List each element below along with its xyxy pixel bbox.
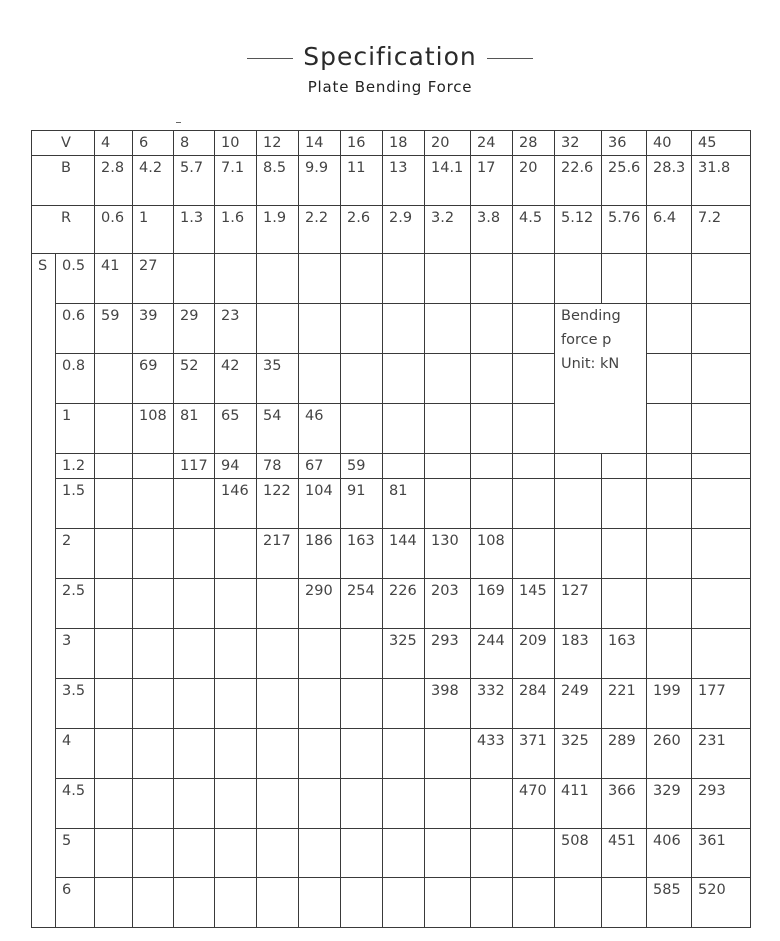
force-cell (215, 878, 257, 928)
unit-note-line1: Bending (561, 308, 621, 324)
force-cell (425, 254, 471, 304)
force-cell (257, 878, 299, 928)
force-cell: 325 (555, 729, 602, 779)
force-cell: 284 (513, 679, 555, 729)
force-cell: 46 (299, 404, 341, 454)
unit-note-line2: force p (561, 332, 612, 348)
force-cell (95, 579, 133, 629)
force-cell: 108 (133, 404, 174, 454)
force-cell (174, 579, 215, 629)
force-cell: 406 (647, 829, 692, 878)
r-value-cell: 5.12 (555, 206, 602, 254)
force-cell (513, 479, 555, 529)
force-cell (647, 629, 692, 679)
force-cell: 217 (257, 529, 299, 579)
v-row (32, 131, 751, 156)
force-cell (602, 579, 647, 629)
force-cell: 169 (471, 579, 513, 629)
force-cell (471, 304, 513, 354)
r-row (32, 206, 751, 254)
force-cell (425, 454, 471, 479)
force-cell (513, 529, 555, 579)
force-cell (215, 629, 257, 679)
force-cell (692, 479, 751, 529)
force-cell (341, 679, 383, 729)
force-cell (257, 729, 299, 779)
force-cell: 371 (513, 729, 555, 779)
force-cell (602, 454, 647, 479)
force-cell (647, 404, 692, 454)
force-cell (95, 629, 133, 679)
force-cell (513, 304, 555, 354)
force-cell: 199 (647, 679, 692, 729)
force-cell: 183 (555, 629, 602, 679)
force-cell (471, 878, 513, 928)
force-cell (513, 454, 555, 479)
force-row (32, 679, 751, 729)
force-row (32, 479, 751, 529)
force-row (32, 629, 751, 679)
force-cell: 398 (425, 679, 471, 729)
force-cell (383, 454, 425, 479)
force-cell (299, 729, 341, 779)
v-value-cell: 36 (602, 131, 647, 156)
thickness-cell: 1.2 (56, 454, 95, 479)
force-cell (383, 304, 425, 354)
force-cell (692, 579, 751, 629)
force-cell: 39 (133, 304, 174, 354)
v-value-cell: 4 (95, 131, 133, 156)
v-value-cell: 6 (133, 131, 174, 156)
force-cell (647, 529, 692, 579)
force-cell: 81 (174, 404, 215, 454)
v-value-cell: 32 (555, 131, 602, 156)
force-cell (692, 629, 751, 679)
r-value-cell: 5.76 (602, 206, 647, 254)
force-cell: 451 (602, 829, 647, 878)
force-row (32, 829, 751, 878)
force-cell (341, 779, 383, 829)
r-value-cell: 6.4 (647, 206, 692, 254)
b-value-cell: 9.9 (299, 156, 341, 206)
force-cell (95, 454, 133, 479)
force-cell (341, 629, 383, 679)
force-cell (471, 779, 513, 829)
force-row (32, 729, 751, 779)
force-cell (215, 829, 257, 878)
b-value-cell: 28.3 (647, 156, 692, 206)
force-cell (257, 779, 299, 829)
force-cell: 325 (383, 629, 425, 679)
force-cell (257, 254, 299, 304)
force-cell (95, 829, 133, 878)
force-cell: 221 (602, 679, 647, 729)
b-value-cell: 25.6 (602, 156, 647, 206)
force-cell (471, 254, 513, 304)
force-cell (383, 679, 425, 729)
r-label: R (32, 206, 95, 254)
r-value-cell: 2.6 (341, 206, 383, 254)
force-cell (174, 529, 215, 579)
force-cell (692, 404, 751, 454)
force-cell: 104 (299, 479, 341, 529)
force-cell: 67 (299, 454, 341, 479)
force-cell: 52 (174, 354, 215, 404)
force-cell (299, 829, 341, 878)
r-value-cell: 2.9 (383, 206, 425, 254)
force-cell: 293 (425, 629, 471, 679)
force-cell (602, 479, 647, 529)
force-cell (133, 454, 174, 479)
force-cell (174, 829, 215, 878)
force-cell (602, 529, 647, 579)
force-cell: 144 (383, 529, 425, 579)
force-cell (257, 304, 299, 354)
v-value-cell: 20 (425, 131, 471, 156)
v-value-cell: 10 (215, 131, 257, 156)
force-cell (471, 829, 513, 878)
r-value-cell: 1 (133, 206, 174, 254)
force-cell (513, 254, 555, 304)
force-cell: 177 (692, 679, 751, 729)
force-cell: 186 (299, 529, 341, 579)
force-cell (95, 679, 133, 729)
force-cell: 117 (174, 454, 215, 479)
v-value-cell: 28 (513, 131, 555, 156)
r-value-cell: 1.9 (257, 206, 299, 254)
force-cell: 59 (95, 304, 133, 354)
r-value-cell: 0.6 (95, 206, 133, 254)
force-cell (555, 529, 602, 579)
force-cell: 41 (95, 254, 133, 304)
force-cell: 65 (215, 404, 257, 454)
force-cell: 145 (513, 579, 555, 629)
force-cell: 244 (471, 629, 513, 679)
force-cell (341, 354, 383, 404)
force-cell (215, 729, 257, 779)
v-value-cell: 45 (692, 131, 751, 156)
thickness-cell: 6 (56, 878, 95, 928)
v-value-cell: 14 (299, 131, 341, 156)
v-label: V (32, 131, 95, 156)
thickness-cell: 5 (56, 829, 95, 878)
force-cell (299, 354, 341, 404)
force-cell (215, 679, 257, 729)
thickness-cell: 4 (56, 729, 95, 779)
force-cell (692, 354, 751, 404)
force-cell (647, 579, 692, 629)
stray-mark (176, 122, 181, 123)
force-row (32, 529, 751, 579)
r-value-cell: 1.6 (215, 206, 257, 254)
force-cell: 29 (174, 304, 215, 354)
page-subtitle: Plate Bending Force (307, 78, 473, 96)
force-cell (174, 254, 215, 304)
v-value-cell: 8 (174, 131, 215, 156)
force-cell: 108 (471, 529, 513, 579)
force-cell: 254 (341, 579, 383, 629)
title-right-rule (487, 58, 533, 59)
force-cell (257, 629, 299, 679)
force-cell (383, 779, 425, 829)
v-value-cell: 12 (257, 131, 299, 156)
thickness-cell: 3 (56, 629, 95, 679)
force-cell (341, 254, 383, 304)
force-cell (471, 354, 513, 404)
force-cell (174, 629, 215, 679)
unit-note (555, 304, 647, 454)
force-cell (299, 304, 341, 354)
thickness-cell: 0.5 (56, 254, 95, 304)
force-cell: 163 (602, 629, 647, 679)
force-cell (555, 254, 602, 304)
force-cell: 332 (471, 679, 513, 729)
force-cell: 81 (383, 479, 425, 529)
page-title: Specification (303, 41, 477, 71)
force-cell: 59 (341, 454, 383, 479)
force-cell (555, 878, 602, 928)
force-cell (133, 629, 174, 679)
force-cell (471, 404, 513, 454)
force-cell (174, 779, 215, 829)
force-cell: 69 (133, 354, 174, 404)
force-cell: 94 (215, 454, 257, 479)
r-value-cell: 3.8 (471, 206, 513, 254)
force-cell (383, 254, 425, 304)
force-cell (692, 454, 751, 479)
force-row (32, 454, 751, 479)
title-row (0, 36, 780, 76)
thickness-cell: 1 (56, 404, 95, 454)
force-cell (133, 529, 174, 579)
title-left-rule (247, 58, 293, 59)
b-row (32, 156, 751, 206)
force-cell (425, 878, 471, 928)
thickness-cell: 2 (56, 529, 95, 579)
b-value-cell: 17 (471, 156, 513, 206)
force-cell (602, 878, 647, 928)
force-cell: 122 (257, 479, 299, 529)
force-row (32, 878, 751, 928)
force-cell (215, 529, 257, 579)
force-cell (425, 404, 471, 454)
force-cell (133, 679, 174, 729)
force-cell (692, 529, 751, 579)
force-cell (383, 729, 425, 779)
force-cell (299, 878, 341, 928)
force-cell (555, 479, 602, 529)
b-value-cell: 20 (513, 156, 555, 206)
force-cell (513, 878, 555, 928)
force-cell (299, 779, 341, 829)
force-cell (174, 479, 215, 529)
force-cell (95, 354, 133, 404)
force-cell: 226 (383, 579, 425, 629)
force-cell (95, 729, 133, 779)
r-value-cell: 7.2 (692, 206, 751, 254)
force-cell (471, 479, 513, 529)
force-cell (425, 304, 471, 354)
force-cell: 260 (647, 729, 692, 779)
force-cell (341, 878, 383, 928)
force-cell: 470 (513, 779, 555, 829)
force-cell (341, 729, 383, 779)
force-cell: 293 (692, 779, 751, 829)
force-cell (425, 829, 471, 878)
force-cell (133, 779, 174, 829)
force-cell (383, 354, 425, 404)
r-value-cell: 1.3 (174, 206, 215, 254)
b-label: B (32, 156, 95, 206)
force-cell: 42 (215, 354, 257, 404)
b-value-cell: 8.5 (257, 156, 299, 206)
force-cell (133, 878, 174, 928)
force-cell (215, 579, 257, 629)
force-cell (257, 679, 299, 729)
force-cell (257, 579, 299, 629)
v-value-cell: 24 (471, 131, 513, 156)
thickness-cell: 3.5 (56, 679, 95, 729)
force-cell: 585 (647, 878, 692, 928)
force-cell: 361 (692, 829, 751, 878)
r-value-cell: 4.5 (513, 206, 555, 254)
force-cell (425, 479, 471, 529)
force-cell: 91 (341, 479, 383, 529)
force-cell: 54 (257, 404, 299, 454)
force-cell (647, 254, 692, 304)
force-cell (215, 254, 257, 304)
b-value-cell: 4.2 (133, 156, 174, 206)
force-cell (513, 404, 555, 454)
force-cell (341, 404, 383, 454)
thickness-cell: 0.6 (56, 304, 95, 354)
force-cell (692, 304, 751, 354)
force-cell: 433 (471, 729, 513, 779)
force-cell (602, 254, 647, 304)
force-cell (299, 254, 341, 304)
force-cell (95, 878, 133, 928)
force-cell (647, 354, 692, 404)
force-cell: 146 (215, 479, 257, 529)
force-cell: 508 (555, 829, 602, 878)
force-cell: 231 (692, 729, 751, 779)
thickness-cell: 4.5 (56, 779, 95, 829)
force-cell: 23 (215, 304, 257, 354)
force-cell (133, 829, 174, 878)
r-value-cell: 3.2 (425, 206, 471, 254)
force-cell: 163 (341, 529, 383, 579)
force-cell (471, 454, 513, 479)
thickness-cell: 2.5 (56, 579, 95, 629)
force-cell (95, 404, 133, 454)
force-cell: 289 (602, 729, 647, 779)
force-cell (513, 354, 555, 404)
force-cell: 209 (513, 629, 555, 679)
force-cell (174, 878, 215, 928)
force-cell (647, 454, 692, 479)
r-value-cell: 2.2 (299, 206, 341, 254)
force-cell (299, 679, 341, 729)
force-cell: 411 (555, 779, 602, 829)
force-cell (174, 679, 215, 729)
force-cell: 27 (133, 254, 174, 304)
unit-note-line3: Unit: kN (561, 356, 620, 372)
force-cell: 249 (555, 679, 602, 729)
force-cell (133, 479, 174, 529)
force-cell (95, 479, 133, 529)
b-value-cell: 13 (383, 156, 425, 206)
force-row (32, 254, 751, 304)
force-cell: 130 (425, 529, 471, 579)
force-cell (95, 779, 133, 829)
b-value-cell: 5.7 (174, 156, 215, 206)
thickness-cell: 0.8 (56, 354, 95, 404)
v-value-cell: 16 (341, 131, 383, 156)
force-cell (299, 629, 341, 679)
force-cell (425, 779, 471, 829)
force-row (32, 304, 751, 354)
force-cell (383, 829, 425, 878)
spec-table (31, 130, 751, 928)
force-cell (341, 829, 383, 878)
b-value-cell: 31.8 (692, 156, 751, 206)
v-value-cell: 40 (647, 131, 692, 156)
force-cell (174, 729, 215, 779)
force-cell: 520 (692, 878, 751, 928)
b-value-cell: 2.8 (95, 156, 133, 206)
thickness-cell: 1.5 (56, 479, 95, 529)
force-cell: 203 (425, 579, 471, 629)
force-cell: 35 (257, 354, 299, 404)
force-row (32, 579, 751, 629)
force-cell (425, 354, 471, 404)
force-cell (215, 779, 257, 829)
b-value-cell: 14.1 (425, 156, 471, 206)
force-cell (95, 529, 133, 579)
force-cell (692, 254, 751, 304)
b-value-cell: 22.6 (555, 156, 602, 206)
b-value-cell: 7.1 (215, 156, 257, 206)
force-row (32, 779, 751, 829)
b-value-cell: 11 (341, 156, 383, 206)
force-cell (383, 878, 425, 928)
force-cell (555, 454, 602, 479)
force-cell (257, 829, 299, 878)
force-cell: 290 (299, 579, 341, 629)
force-cell (647, 304, 692, 354)
force-cell (341, 304, 383, 354)
force-cell (133, 729, 174, 779)
force-cell (647, 479, 692, 529)
force-cell (513, 829, 555, 878)
force-cell: 127 (555, 579, 602, 629)
s-label: S (32, 254, 56, 928)
force-cell (133, 579, 174, 629)
force-cell: 78 (257, 454, 299, 479)
force-cell: 329 (647, 779, 692, 829)
force-cell (383, 404, 425, 454)
v-value-cell: 18 (383, 131, 425, 156)
force-cell: 366 (602, 779, 647, 829)
force-cell (425, 729, 471, 779)
